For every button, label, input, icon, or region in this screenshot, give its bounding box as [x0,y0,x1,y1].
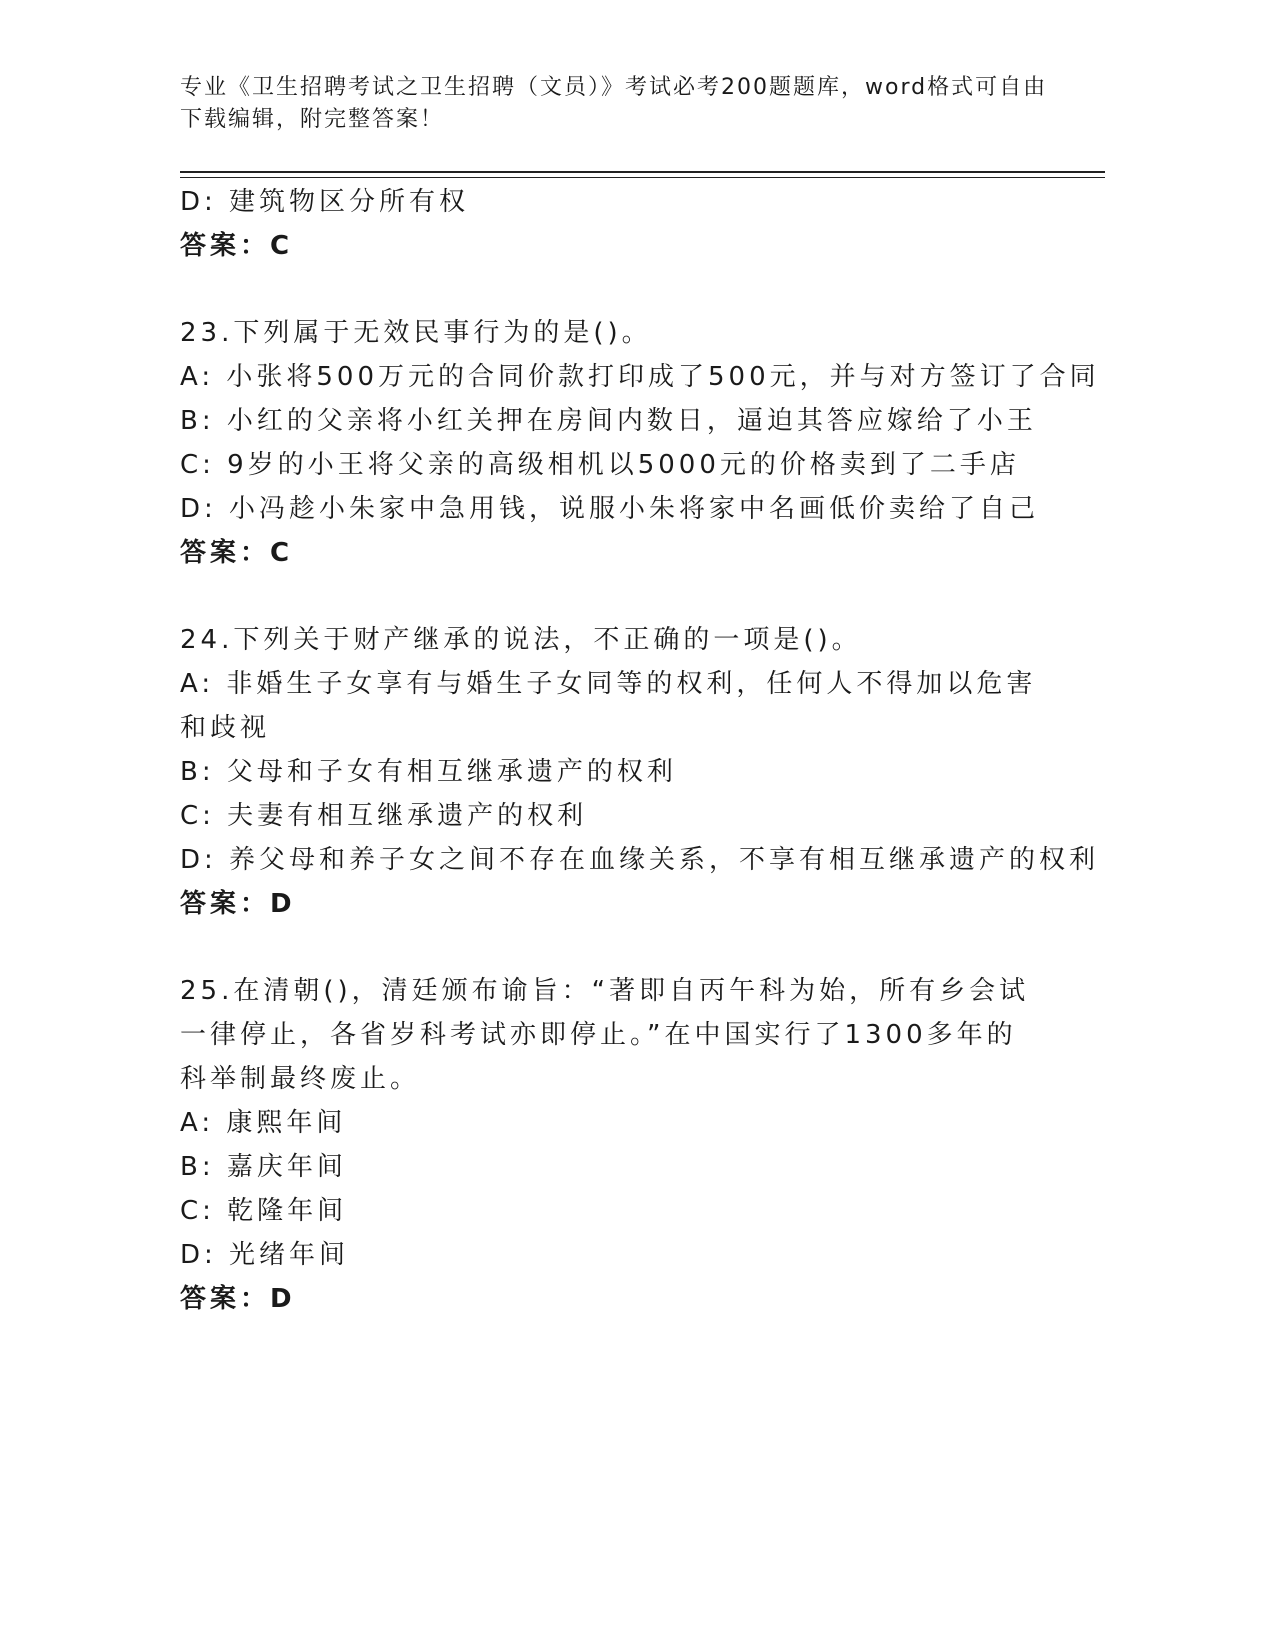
option-b: B: 嘉庆年间 [180,1152,347,1182]
document-body [180,180,1100,1321]
spacer [180,926,1040,969]
answer-line: 答案：C [180,538,294,568]
option-a: A: 非婚生子女享有与婚生子女同等的权利，任何人不得加以危害和歧视 [180,669,1037,743]
option-c: C: 9岁的小王将父亲的高级相机以5000元的价格卖到了二手店 [180,450,1020,480]
answer-line: 答案：C [180,231,294,261]
option-d: D: 小冯趁小朱家中急用钱，说服小朱将家中名画低价卖给了自己 [180,494,1040,524]
document-header: 专业《卫生招聘考试之卫生招聘（文员）》考试必考200题题库，word格式可自由下载编辑，附完整答案！ [180,75,1048,132]
question-23 [180,311,1100,575]
option-a: A: 小张将500万元的合同价款打印成了500元，并与对方签订了合同 [180,362,1100,392]
question-24 [180,618,1100,926]
option-b: B: 小红的父亲将小红关押在房间内数日，逼迫其答应嫁给了小王 [180,406,1037,436]
option-c: C: 乾隆年间 [180,1196,348,1226]
spacer [180,575,1040,618]
option-d: D: 光绪年间 [180,1240,350,1270]
header-divider-thin [180,177,1105,178]
option-c: C: 夫妻有相互继承遗产的权利 [180,801,588,831]
answer-line: 答案：D [180,889,296,919]
answer-line: 答案：D [180,1284,296,1314]
option-a: A: 康熙年间 [180,1108,347,1138]
question-stem: 24.下列关于财产继承的说法，不正确的一项是()。 [180,625,862,655]
option-d: D: 建筑物区分所有权 [180,187,470,217]
header-divider-thick [180,171,1105,173]
question-stem: 25.在清朝()，清廷颁布谕旨：“著即自丙午科为始，所有乡会试一律停止，各省岁科考试亦即停止。”在中国实行了1300多年的科举制最终废止。 [180,976,1030,1094]
question-22-tail [180,180,1040,268]
question-25 [180,969,1040,1321]
option-d: D: 养父母和养子女之间不存在血缘关系，不享有相互继承遗产的权利 [180,845,1100,875]
question-stem: 23.下列属于无效民事行为的是()。 [180,318,652,348]
spacer [180,268,1040,311]
option-b: B: 父母和子女有相互继承遗产的权利 [180,757,677,787]
